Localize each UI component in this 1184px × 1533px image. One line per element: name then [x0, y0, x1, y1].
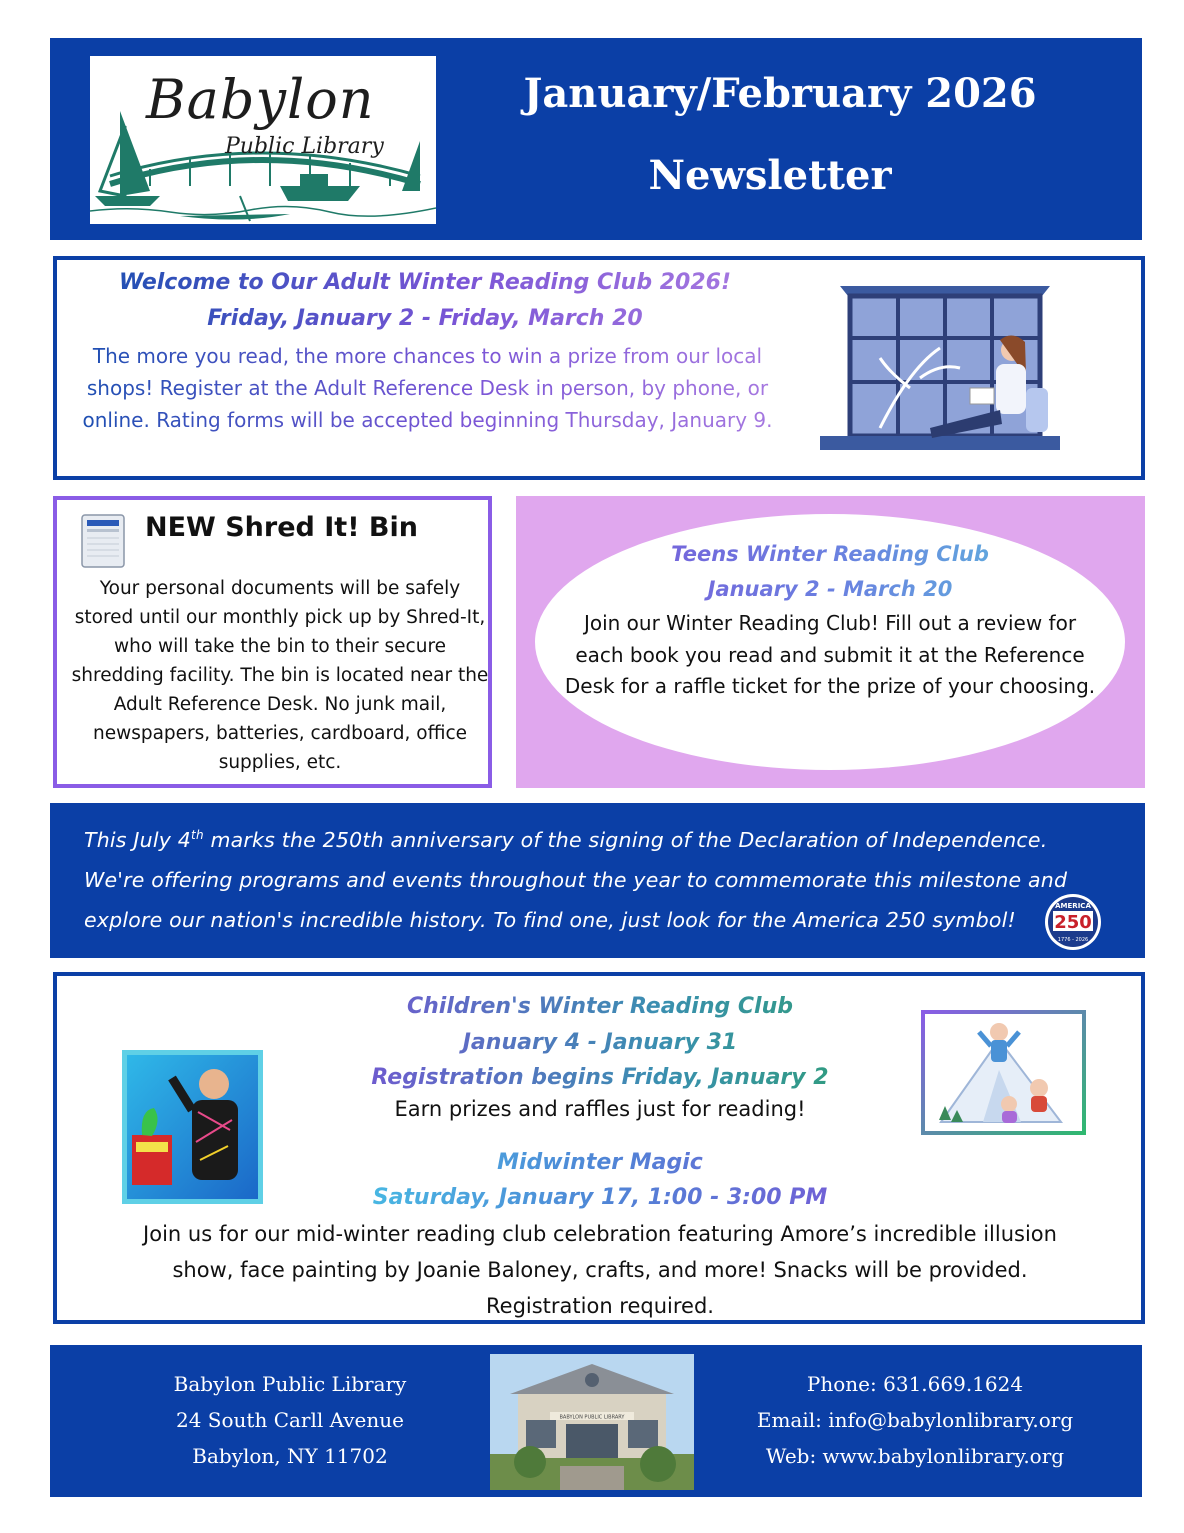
- footer-address: [140, 1366, 440, 1474]
- badge-number: 250: [1054, 912, 1092, 933]
- children-club-heading: Children's Winter Reading Club: [300, 994, 900, 1019]
- footer-email[interactable]: Email: info@babylonlibrary.org: [756, 1408, 1074, 1432]
- footer-contact: [720, 1366, 1110, 1474]
- children-club-registration: Registration begins Friday, January 2: [300, 1065, 900, 1090]
- badge-top-text: AMERICA: [1055, 902, 1091, 910]
- newsletter-title: January/February 2026: [523, 70, 1037, 117]
- shred-bin-icon: [81, 514, 125, 568]
- footer-library-name: Babylon Public Library: [173, 1372, 407, 1396]
- kids-snow-illustration: [921, 1010, 1086, 1135]
- america-250-text-part2: marks the 250th anniversary of the signing of the Declaration of Independence. We're offering programs and events throughout the year to commemorate this milestone and explore our nation's incredible history. To find one, just look for the America 250 symbol!: [84, 827, 1068, 932]
- teens-club-description: Join our Winter Reading Club! Fill out a review for each book you read and submit it at the Reference Desk for a raffle ticket for the prize of your choosing.: [564, 611, 1096, 698]
- logo-subtitle: Public Library: [225, 134, 384, 159]
- badge-years: 1776 - 2026: [1057, 937, 1089, 943]
- library-logo: [90, 56, 436, 224]
- shred-it-description: Your personal documents will be safely stored until our monthly pick up by Shred-It, who will take the bin to their secure shredding facility. The bin is located near the Adult Reference Desk. No junk mail, newspapers, batteries, cardboard, office supplies, etc.: [71, 578, 489, 773]
- america-250-text-part1: This July 4: [84, 827, 192, 852]
- teens-club-heading: Teens Winter Reading Club: [535, 542, 1125, 566]
- newsletter-subtitle: Newsletter: [648, 152, 892, 199]
- adult-club-description: The more you read, the more chances to win a prize from our local shops! Register at the Adult Reference Desk in person, by phone, or online. Rating forms will be accepted beginning Thursday, January 9.: [80, 340, 775, 436]
- america-250-text: [84, 815, 1094, 940]
- adult-club-dates: Friday, January 2 - Friday, March 20: [100, 306, 750, 331]
- winter-window-reader-illustration: [820, 278, 1060, 456]
- building-sign-text: BABYLON PUBLIC LIBRARY: [559, 1414, 625, 1421]
- footer-web[interactable]: Web: www.babylonlibrary.org: [765, 1444, 1065, 1468]
- children-club-description: Earn prizes and raffles just for reading!: [394, 1097, 806, 1121]
- footer-street: 24 South Carll Avenue: [175, 1408, 404, 1432]
- teens-club-dates: January 2 - March 20: [535, 577, 1125, 601]
- logo-name: Babylon: [146, 68, 375, 131]
- shred-it-title: NEW Shred It! Bin: [145, 512, 418, 543]
- america-250-text-sup: th: [191, 828, 204, 842]
- adult-club-heading: Welcome to Our Adult Winter Reading Club 2026!: [100, 270, 750, 295]
- children-club-dates: January 4 - January 31: [300, 1030, 900, 1055]
- footer-phone: Phone: 631.669.1624: [806, 1372, 1024, 1396]
- midwinter-magic-date: Saturday, January 17, 1:00 - 3:00 PM: [300, 1185, 900, 1210]
- library-building-photo: [490, 1354, 694, 1490]
- magician-photo: [122, 1050, 263, 1204]
- midwinter-magic-heading: Midwinter Magic: [300, 1150, 900, 1175]
- footer-city: Babylon, NY 11702: [192, 1444, 388, 1468]
- america-250-badge: [1044, 893, 1102, 951]
- midwinter-magic-description: Join us for our mid-winter reading club celebration featuring Amore’s incredible illusion show, face painting by Joanie Baloney, crafts, and more! Snacks will be provided. Registration required.: [143, 1222, 1057, 1318]
